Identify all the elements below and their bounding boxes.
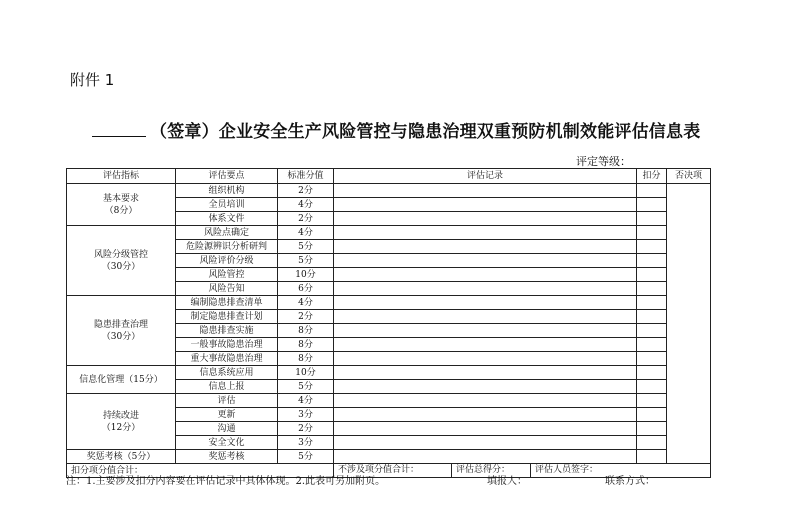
value-cell: 8分: [278, 352, 334, 366]
deduction-cell[interactable]: [637, 198, 667, 212]
header-veto: 否决项: [667, 169, 711, 184]
record-cell[interactable]: [334, 436, 637, 450]
table-header-row: [67, 169, 711, 184]
record-cell[interactable]: [334, 338, 637, 352]
value-cell: 10分: [278, 268, 334, 282]
table-row: [67, 184, 711, 198]
value-cell: 8分: [278, 324, 334, 338]
assessment-table: [66, 168, 711, 478]
indicator-score: （12分）: [101, 422, 141, 433]
not-involved-total-cell[interactable]: 不涉及项分值合计：: [334, 464, 452, 477]
record-cell[interactable]: [334, 240, 637, 254]
point-cell: 信息系统应用: [176, 366, 278, 380]
indicator-cell: [67, 366, 176, 394]
indicator-name: 基本要求: [102, 193, 139, 204]
deduction-cell[interactable]: [637, 366, 667, 380]
point-cell: 信息上报: [176, 380, 278, 394]
deduction-cell[interactable]: [637, 240, 667, 254]
point-cell: 风险管控: [176, 268, 278, 282]
record-cell[interactable]: [334, 226, 637, 240]
org-name-blank: [92, 122, 146, 137]
deduction-cell[interactable]: [637, 296, 667, 310]
value-cell: 5分: [278, 254, 334, 268]
record-cell[interactable]: [334, 366, 637, 380]
table-row: [67, 296, 711, 310]
total-score-cell[interactable]: 评估总得分：: [452, 464, 531, 477]
deduction-cell[interactable]: [637, 324, 667, 338]
value-cell: 4分: [278, 198, 334, 212]
deduct-total-cell[interactable]: 扣分项分值合计：: [67, 464, 334, 478]
deduction-cell[interactable]: [637, 282, 667, 296]
indicator-score: （30分）: [101, 261, 141, 272]
table-row: [67, 394, 711, 408]
value-cell: 3分: [278, 408, 334, 422]
record-cell[interactable]: [334, 422, 637, 436]
value-cell: 3分: [278, 436, 334, 450]
deduction-cell[interactable]: [637, 380, 667, 394]
record-cell[interactable]: [334, 380, 637, 394]
filler-label: 填报人：: [487, 476, 527, 487]
value-cell: 6分: [278, 282, 334, 296]
point-cell: 风险告知: [176, 282, 278, 296]
record-cell[interactable]: [334, 450, 637, 464]
deduction-cell[interactable]: [637, 338, 667, 352]
indicator-cell: [67, 226, 176, 296]
note-text: 注：1.主要涉及扣分内容要在评估记录中具体体现。2.此表可另加附页。: [66, 476, 386, 487]
deduction-cell[interactable]: [637, 268, 667, 282]
header-point: 评估要点: [176, 169, 278, 184]
indicator-name: 风险分级管控: [93, 249, 148, 260]
indicator-name: 奖惩考核（5分）: [86, 451, 156, 462]
point-cell: 评估: [176, 394, 278, 408]
point-cell: 组织机构: [176, 184, 278, 198]
value-cell: 2分: [278, 184, 334, 198]
header-deduction: 扣分: [637, 169, 667, 184]
deduction-cell[interactable]: [637, 352, 667, 366]
table-row: [67, 226, 711, 240]
deduction-cell[interactable]: [637, 310, 667, 324]
indicator-name: 持续改进: [102, 410, 139, 421]
point-cell: 安全文化: [176, 436, 278, 450]
indicator-name: 隐患排查治理: [93, 319, 148, 330]
record-cell[interactable]: [334, 198, 637, 212]
record-cell[interactable]: [334, 352, 637, 366]
point-cell: 制定隐患排查计划: [176, 310, 278, 324]
record-cell[interactable]: [334, 324, 637, 338]
value-cell: 4分: [278, 296, 334, 310]
title-text: （签章）企业安全生产风险管控与隐患治理双重预防机制效能评估信息表: [150, 122, 701, 142]
deduction-cell[interactable]: [637, 226, 667, 240]
deduction-cell[interactable]: [637, 422, 667, 436]
indicator-cell: [67, 296, 176, 366]
record-cell[interactable]: [334, 268, 637, 282]
table-row: [67, 366, 711, 380]
header-indicator: 评估指标: [67, 169, 176, 184]
attachment-label: 附件 1: [70, 71, 115, 89]
value-cell: 4分: [278, 226, 334, 240]
indicator-name: 信息化管理（15分）: [79, 374, 163, 385]
point-cell: 风险点确定: [176, 226, 278, 240]
record-cell[interactable]: [334, 296, 637, 310]
indicator-cell: [67, 394, 176, 450]
header-standard-value: 标准分值: [278, 169, 334, 184]
value-cell: 5分: [278, 240, 334, 254]
value-cell: 2分: [278, 310, 334, 324]
record-cell[interactable]: [334, 408, 637, 422]
record-cell[interactable]: [334, 282, 637, 296]
value-cell: 5分: [278, 450, 334, 464]
value-cell: 8分: [278, 338, 334, 352]
value-cell: 5分: [278, 380, 334, 394]
point-cell: 体系文件: [176, 212, 278, 226]
indicator-cell: [67, 450, 176, 464]
value-cell: 10分: [278, 366, 334, 380]
deduction-cell[interactable]: [637, 436, 667, 450]
point-cell: 编制隐患排查清单: [176, 296, 278, 310]
veto-cell[interactable]: [667, 184, 711, 464]
contact-label: 联系方式：: [605, 476, 655, 487]
record-cell[interactable]: [334, 254, 637, 268]
evaluator-sign-cell[interactable]: 评估人员签字：: [535, 465, 599, 475]
deduction-cell[interactable]: [637, 408, 667, 422]
point-cell: 一般事故隐患治理: [176, 338, 278, 352]
record-cell[interactable]: [334, 310, 637, 324]
deduction-cell[interactable]: [637, 450, 667, 464]
deduction-cell[interactable]: [637, 212, 667, 226]
grade-label: 评定等级：: [576, 155, 631, 168]
deduction-cell[interactable]: [637, 254, 667, 268]
footnote: [66, 472, 746, 487]
point-cell: 风险评价分级: [176, 254, 278, 268]
indicator-score: （8分）: [104, 205, 138, 216]
value-cell: 4分: [278, 394, 334, 408]
point-cell: 奖惩考核: [176, 450, 278, 464]
document-title: [92, 117, 700, 142]
record-cell[interactable]: [334, 184, 637, 198]
point-cell: 隐患排查实施: [176, 324, 278, 338]
point-cell: 全员培训: [176, 198, 278, 212]
table-row: [67, 450, 711, 464]
deduction-cell[interactable]: [637, 394, 667, 408]
value-cell: 2分: [278, 212, 334, 226]
record-cell[interactable]: [334, 394, 637, 408]
point-cell: 危险源辨识分析研判: [176, 240, 278, 254]
point-cell: 更新: [176, 408, 278, 422]
header-record: 评估记录: [334, 169, 637, 184]
point-cell: 沟通: [176, 422, 278, 436]
deduction-cell[interactable]: [637, 184, 667, 198]
record-cell[interactable]: [334, 212, 637, 226]
indicator-score: （30分）: [101, 331, 141, 342]
point-cell: 重大事故隐患治理: [176, 352, 278, 366]
indicator-cell: [67, 184, 176, 226]
value-cell: 2分: [278, 422, 334, 436]
